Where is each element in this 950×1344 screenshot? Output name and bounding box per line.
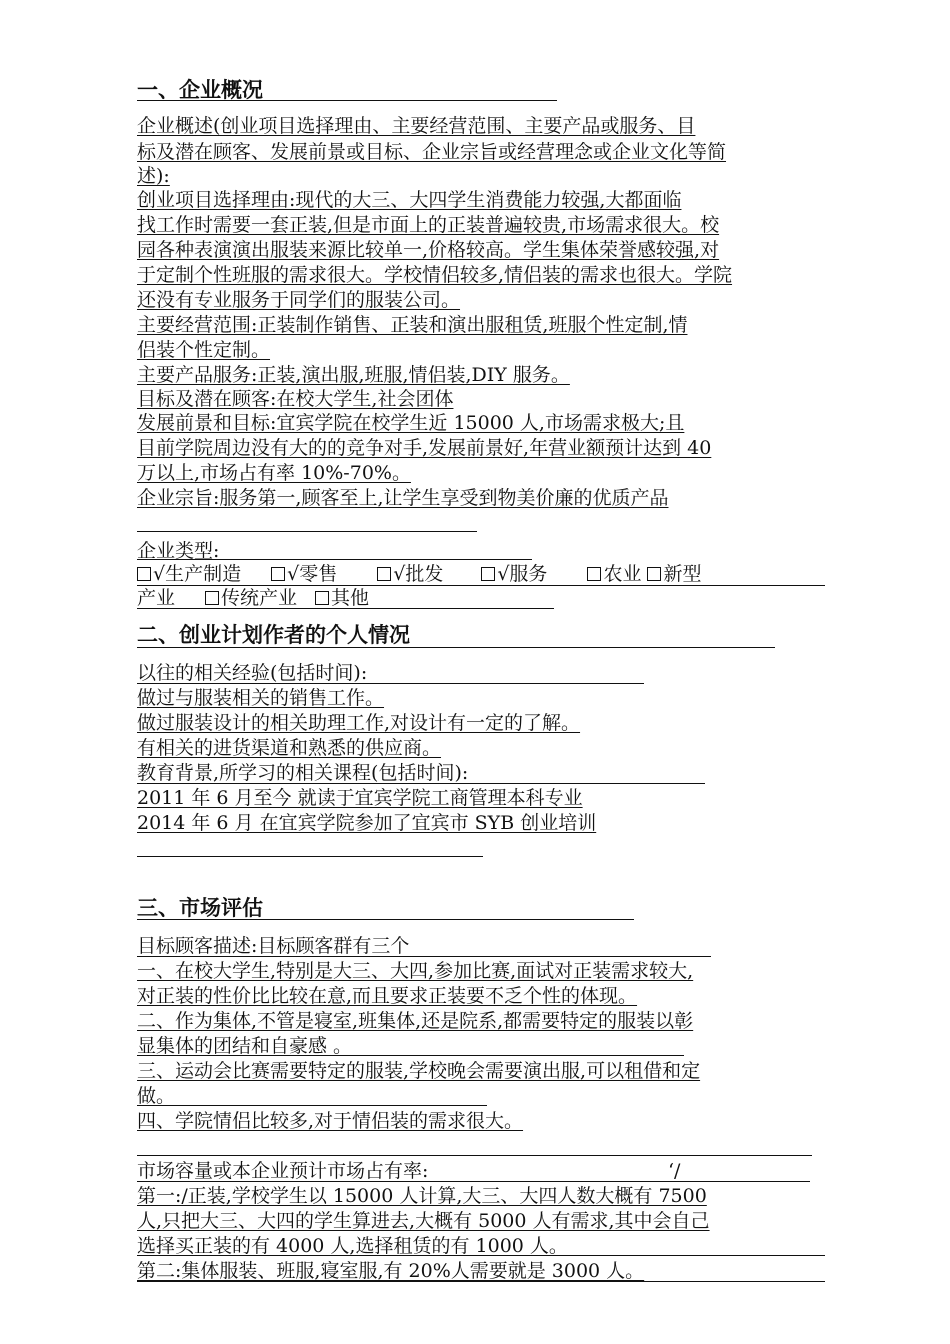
education-line: 2014 年 6 月 在宜宾学院参加了宜宾市 SYB 创业培训 xyxy=(137,812,597,834)
prospects-line: 目前学院周边没有大的的竞争对手,发展前景好,年营业额预计达到 40 xyxy=(137,437,712,459)
overview-intro-line: 标及潜在顾客、发展前景或目标、企业宗旨或经营理念或企业文化等简 xyxy=(137,141,727,163)
scope-line: 主要经营范围:正装制作销售、正装和演出服租赁,班服个性定制,情 xyxy=(137,314,688,336)
target-line: 二、作为集体,不管是寝室,班集体,还是院系,都需要特定的服装以彰 xyxy=(137,1010,694,1032)
overview-intro-line: 企业概述(创业项目选择理由、主要经营范围、主要产品或服务、目 xyxy=(137,115,696,137)
type-option[interactable]: 传统产业 xyxy=(205,587,297,609)
education-label: 教育背景,所学习的相关课程(包括时间): xyxy=(137,762,469,784)
blank-underline xyxy=(137,856,483,857)
type-option[interactable]: 新型 xyxy=(647,563,701,585)
label-underline xyxy=(137,559,532,560)
blank-underline xyxy=(137,531,477,532)
section-heading-1: 一、企业概况 xyxy=(137,78,263,102)
capacity-line: 人,只把大三、大四的学生算进去,大概有 5000 人有需求,其中会自己 xyxy=(137,1210,710,1232)
scope-line: 侣装个性定制。 xyxy=(137,339,271,361)
experience-line: 做过与服装相关的销售工作。 xyxy=(137,687,385,709)
target-line: 做。 xyxy=(137,1085,176,1107)
reason-line: 于定制个性班服的需求很大。学校情侣较多,情侣装的需求也很大。学院 xyxy=(137,264,733,286)
market-capacity-label: 市场容量或本企业预计市场占有率: xyxy=(137,1160,429,1182)
target-line: 四、学院情侣比较多,对于情侣装的需求很大。 xyxy=(137,1110,524,1132)
line-underline xyxy=(137,1281,825,1282)
overview-intro-line: 述): xyxy=(137,165,170,187)
reason-line: 创业项目选择理由:现代的大三、大四学生消费能力较强,大都面临 xyxy=(137,189,682,211)
type-option[interactable]: 其他 xyxy=(315,587,369,609)
type-option[interactable]: √服务 xyxy=(481,563,547,585)
label-underline xyxy=(137,683,644,684)
experience-label: 以往的相关经验(包括时间): xyxy=(137,662,368,684)
line-underline xyxy=(137,1255,825,1256)
reason-line: 还没有专业服务于同学们的服装公司。 xyxy=(137,289,461,311)
education-line: 2011 年 6 月至今 就读于宜宾学院工商管理本科专业 xyxy=(137,787,583,809)
label-underline xyxy=(137,1181,810,1182)
prospects-line: 万以上,市场占有率 10%-70%。 xyxy=(137,462,411,484)
customers-line: 目标及潜在顾客:在校大学生,社会团体 xyxy=(137,388,454,410)
checkbox-icon xyxy=(481,567,495,581)
reason-line: 找工作时需要一套正装,但是市面上的正装普遍较贵,市场需求很大。校 xyxy=(137,214,720,236)
checkbox-icon xyxy=(647,567,661,581)
heading-underline xyxy=(137,647,775,648)
type-option[interactable]: √生产制造 xyxy=(137,563,241,585)
capacity-line: 第二:集体服装、班服,寝室服,有 20%人需要就是 3000 人。 xyxy=(137,1260,645,1282)
checkbox-icon xyxy=(271,567,285,581)
target-line: 对正装的性价比比较在意,而且要求正装要不乏个性的体现。 xyxy=(137,985,638,1007)
checkbox-icon xyxy=(315,591,329,605)
heading-underline xyxy=(137,100,557,101)
experience-line: 有相关的进货渠道和熟悉的供应商。 xyxy=(137,737,442,759)
reason-line: 园各种表演演出服装来源比较单一,价格较高。学生集体荣誉感较强,对 xyxy=(137,239,720,261)
line-underline xyxy=(137,1105,487,1106)
checkbox-icon xyxy=(377,567,391,581)
heading-underline xyxy=(137,919,634,920)
target-line: 三、运动会比赛需要特定的服装,学校晚会需要演出服,可以租借和定 xyxy=(137,1060,701,1082)
section-heading-3: 三、市场评估 xyxy=(137,896,263,920)
capacity-line: 第一:/正装,学校学生以 15000 人计算,大三、大四人数大概有 7500 xyxy=(137,1185,707,1207)
type-option-continued: 产业 xyxy=(137,587,176,609)
checkbox-icon xyxy=(137,567,151,581)
prospects-line: 发展前景和目标:宜宾学院在校学生近 15000 人,市场需求极大;且 xyxy=(137,412,685,434)
type-option[interactable]: √批发 xyxy=(377,563,443,585)
label-underline xyxy=(137,783,705,784)
products-line: 主要产品服务:正装,演出服,班服,情侣装,DIY 服务。 xyxy=(137,364,570,386)
type-option[interactable]: √零售 xyxy=(271,563,337,585)
label-underline xyxy=(137,956,711,957)
checkbox-icon xyxy=(205,591,219,605)
target-customers-label: 目标顾客描述:目标顾客群有三个 xyxy=(137,935,410,957)
capacity-line: 选择买正装的有 4000 人,选择租赁的有 1000 人。 xyxy=(137,1235,568,1257)
section-heading-2: 二、创业计划作者的个人情况 xyxy=(137,623,410,647)
line-underline xyxy=(137,1055,684,1056)
type-option[interactable]: 农业 xyxy=(587,563,641,585)
business-type-label: 企业类型: xyxy=(137,540,220,562)
target-line: 显集体的团结和自豪感 。 xyxy=(137,1035,353,1057)
capacity-mark: ‘/ xyxy=(668,1160,681,1182)
checkbox-icon xyxy=(587,567,601,581)
options-underline xyxy=(137,608,554,609)
target-line: 一、在校大学生,特别是大三、大四,参加比赛,面试对正装需求较大, xyxy=(137,960,694,982)
blank-underline xyxy=(137,1155,812,1156)
experience-line: 做过服装设计的相关助理工作,对设计有一定的了解。 xyxy=(137,712,581,734)
purpose-line: 企业宗旨:服务第一,顾客至上,让学生享受到物美价廉的优质产品 xyxy=(137,487,669,509)
business-type-options xyxy=(137,561,827,587)
